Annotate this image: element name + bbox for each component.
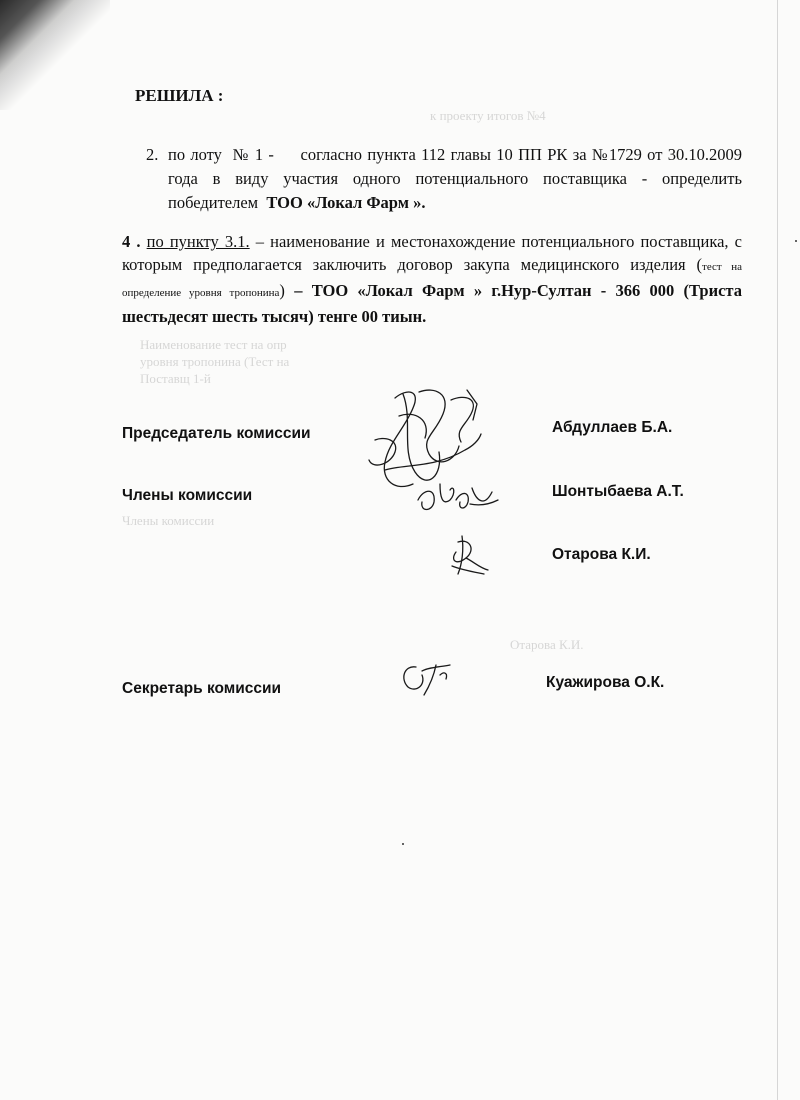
bleed-through-text: уровня тропонина (Тест на (140, 354, 290, 369)
member-2-name: Отарова К.И. (552, 546, 651, 563)
scan-edge-line (777, 0, 778, 1100)
supplier-details: – ТОО «Локал Фарм » г.Нур-Султан - 366 000 (Триста шестьдесят шесть тысяч) тенге 00 тиын. (122, 281, 742, 326)
winner-name: ТОО «Локал Фарм ». (266, 193, 426, 212)
member-2-signature (442, 532, 492, 577)
bleed-through-text: Отарова К.И. (510, 637, 584, 652)
decision-item-2 (146, 143, 742, 215)
item-body (168, 143, 742, 215)
member-1-signature (410, 470, 505, 520)
chairman-label: Председатель комиссии (122, 425, 311, 442)
bleed-through-text: Члены комиссии (122, 513, 215, 528)
members-label: Члены комиссии (122, 487, 253, 504)
lot-prefix: по лоту (168, 145, 222, 164)
secretary-signature (396, 655, 461, 697)
item-number: 4 . (122, 232, 141, 251)
secretary-name: Куажирова О.К. (546, 674, 665, 691)
decision-item-4 (122, 230, 742, 328)
decision-heading: РЕШИЛА : (135, 86, 224, 105)
secretary-label: Секретарь комиссии (122, 680, 282, 697)
chairman-name: Абдуллаев Б.А. (552, 419, 673, 436)
lot-number: № 1 - (232, 145, 274, 164)
item-number: 2. (146, 145, 159, 164)
item-text: – наименование и местонахождение потенциального поставщика, с которым предполагается заключить договор закупа медицинского изделия ( (122, 232, 742, 274)
product-note: тест на определение уровня тропонина (122, 261, 743, 299)
clause-reference: по пункту 3.1. (146, 232, 250, 251)
scan-corner-shadow (0, 0, 110, 110)
scan-speck (402, 843, 404, 845)
bleed-through-text: Поставщ 1-й (140, 371, 211, 386)
member-1-name: Шонтыбаева А.Т. (552, 483, 684, 500)
bleed-through-text: Наименование тест на опр (140, 337, 287, 352)
item-text-close: ) (279, 281, 285, 300)
bleed-through-text: к проекту итогов №4 (430, 108, 546, 123)
item-text: согласно пункта 112 главы 10 ПП РК за №1729 от 30.10.2009 года в виду участия одного потенциального поставщика - определить победителем (168, 145, 742, 212)
scan-speck (795, 240, 797, 242)
